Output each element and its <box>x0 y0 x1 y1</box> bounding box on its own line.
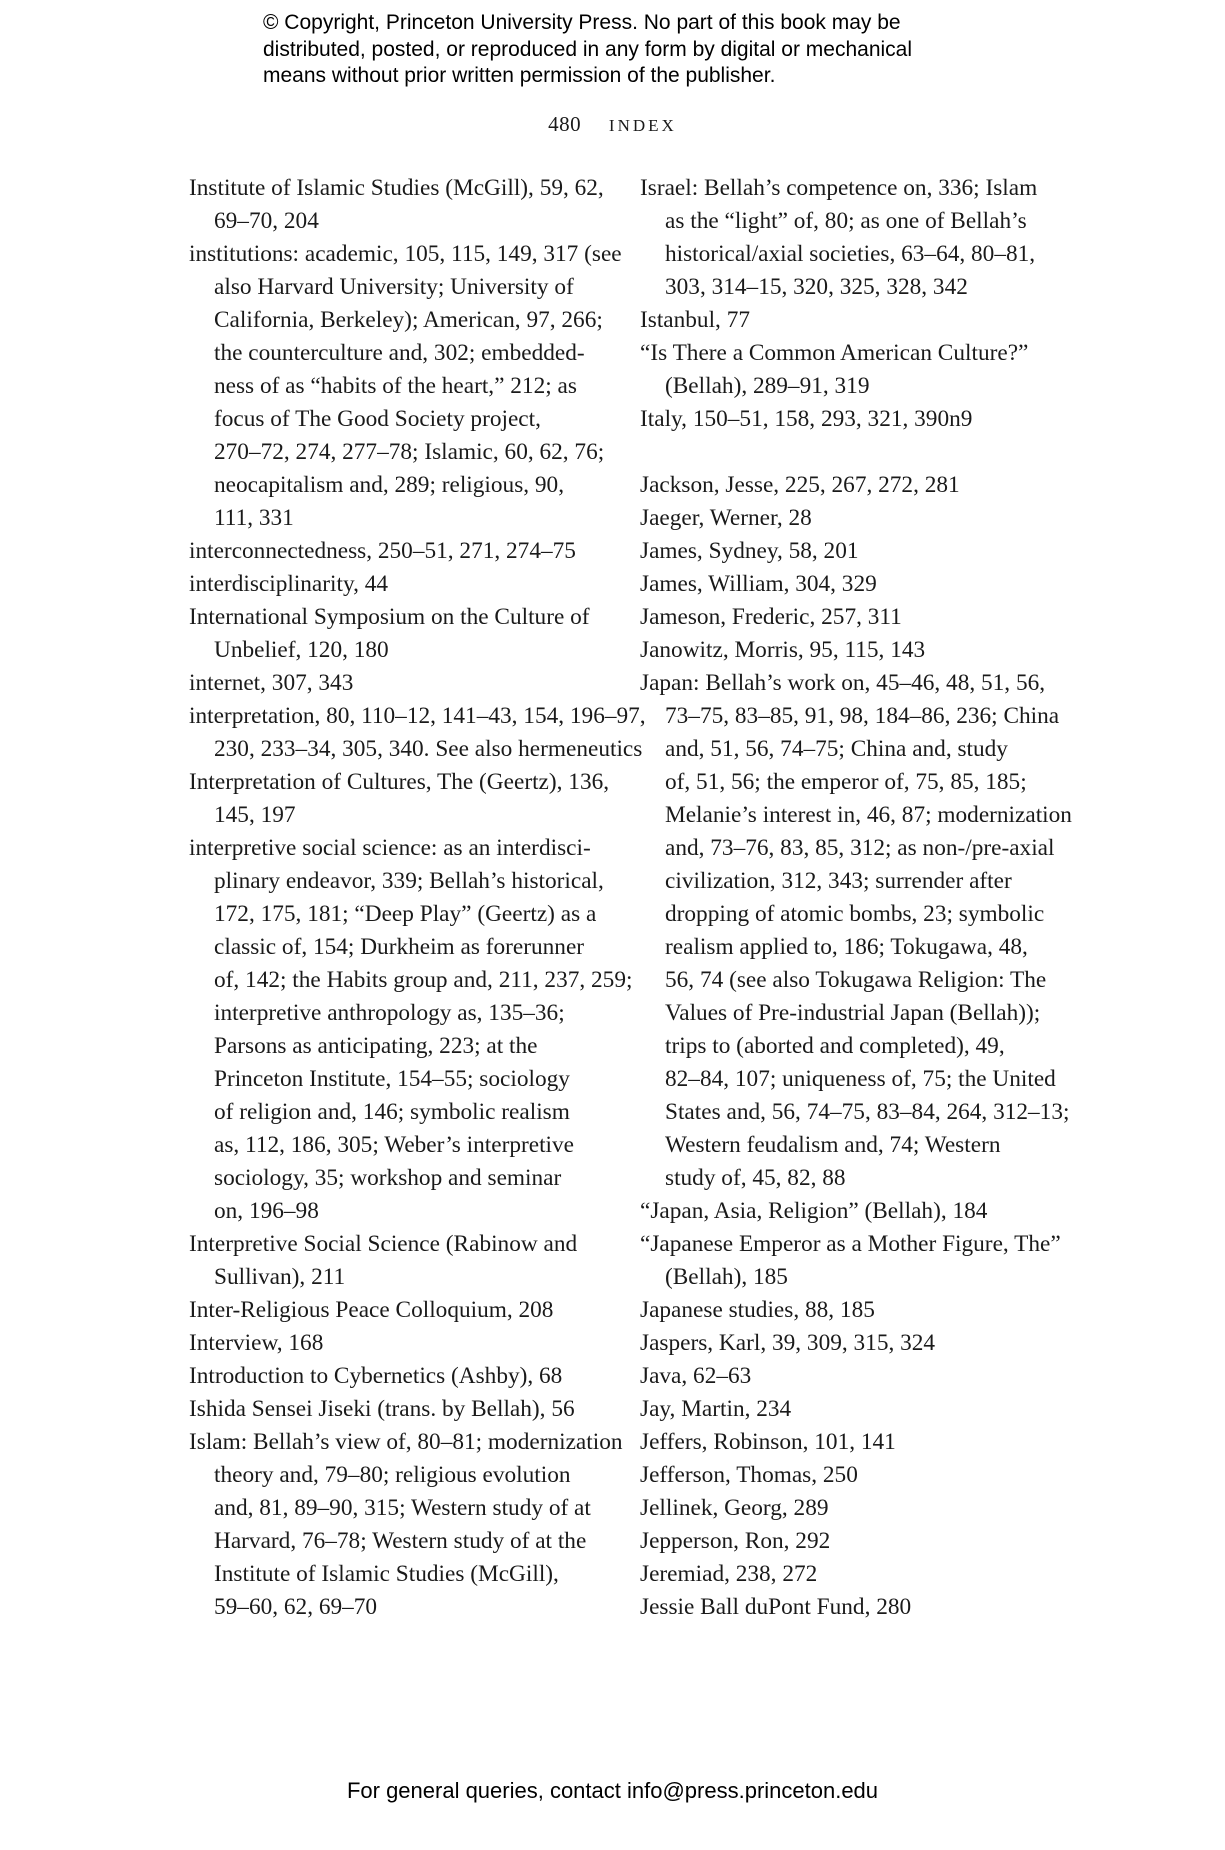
index-entry-line: Jellinek, Georg, 289 <box>640 1495 829 1521</box>
index-entry-continuation: interpretive anthropology as, 135–36; <box>214 1000 565 1026</box>
index-entry <box>189 700 646 766</box>
index-entry-continuation: of, 142; the Habits group and, 211, 237, 259; <box>214 967 633 993</box>
index-entry-line: “Japanese Emperor as a Mother Figure, The” <box>640 1231 1061 1257</box>
index-entry-continuation: Institute of Islamic Studies (McGill), <box>214 1561 559 1587</box>
index-entry <box>640 337 1060 403</box>
index-entry-line: “Is There a Common American Culture?” <box>640 340 1029 366</box>
index-entry <box>640 1492 1060 1525</box>
index-entry-continuation: 270–72, 274, 277–78; Islamic, 60, 62, 76; <box>214 439 605 465</box>
index-entry-line: Jaspers, Karl, 39, 309, 315, 324 <box>640 1330 936 1356</box>
index-entry-continuation: plinary endeavor, 339; Bellah’s historical, <box>214 868 604 894</box>
copyright-notice <box>263 10 1023 90</box>
copyright-line: means without prior written permission of the publisher. <box>263 64 776 87</box>
page-number: 480 <box>548 112 582 136</box>
index-entry-line: interpretive social science: as an interdisci- <box>189 835 591 861</box>
index-entry-line: Islam: Bellah’s view of, 80–81; modernization <box>189 1429 623 1455</box>
index-entry <box>189 535 609 568</box>
index-entry-continuation: focus of The Good Society project, <box>214 406 541 432</box>
index-entry <box>189 1294 609 1327</box>
index-entry-line: James, Sydney, 58, 201 <box>640 538 859 564</box>
index-entry <box>189 601 609 667</box>
index-entry-line: Java, 62–63 <box>640 1363 752 1389</box>
index-entry-continuation: as, 112, 186, 305; Weber’s interpretive <box>214 1132 575 1158</box>
index-entry <box>189 1393 609 1426</box>
index-entry <box>189 1360 609 1393</box>
index-entry-line: institutions: academic, 105, 115, 149, 317 (see <box>189 241 622 267</box>
index-entry-continuation: of, 51, 56; the emperor of, 75, 85, 185; <box>665 769 1027 795</box>
index-entry-continuation: Values of Pre-industrial Japan (Bellah)); <box>665 1000 1041 1026</box>
index-entry-continuation: as the “light” of, 80; as one of Bellah’s <box>665 208 1027 234</box>
index-entry-line: internet, 307, 343 <box>189 670 354 696</box>
index-entry <box>189 667 609 700</box>
index-entry-line: Israel: Bellah’s competence on, 336; Islam <box>640 175 1038 201</box>
index-entry-continuation: neocapitalism and, 289; religious, 90, <box>214 472 565 498</box>
index-entry-line: Ishida Sensei Jiseki (trans. by Bellah), 56 <box>189 1396 575 1422</box>
index-entry-line: Jeffers, Robinson, 101, 141 <box>640 1429 896 1455</box>
index-entry-line: Inter-Religious Peace Colloquium, 208 <box>189 1297 554 1323</box>
index-entry-continuation: historical/axial societies, 63–64, 80–81, <box>665 241 1036 267</box>
index-entry-continuation: also Harvard University; University of <box>214 274 574 300</box>
index-entry-continuation: Melanie’s interest in, 46, 87; modernization <box>665 802 1072 828</box>
index-entry-continuation: 145, 197 <box>214 802 296 828</box>
index-entry-line: Jameson, Frederic, 257, 311 <box>640 604 902 630</box>
index-entry-continuation: theory and, 79–80; religious evolution <box>214 1462 571 1488</box>
index-entry-continuation: (Bellah), 289–91, 319 <box>665 373 870 399</box>
copyright-line: © Copyright, Princeton University Press. No part of this book may be <box>263 11 901 34</box>
index-entry <box>640 469 1060 502</box>
index-entry-continuation: California, Berkeley); American, 97, 266; <box>214 307 603 333</box>
index-entry-continuation: civilization, 312, 343; surrender after <box>665 868 1012 894</box>
index-entry-line: Jaeger, Werner, 28 <box>640 505 812 531</box>
index-entry-continuation: 172, 175, 181; “Deep Play” (Geertz) as a <box>214 901 597 927</box>
index-entry-line: Interpretive Social Science (Rabinow and <box>189 1231 578 1257</box>
index-entry-continuation: Parsons as anticipating, 223; at the <box>214 1033 538 1059</box>
index-entry <box>640 667 1072 1195</box>
index-entry-line: Istanbul, 77 <box>640 307 751 333</box>
index-entry-continuation: of religion and, 146; symbolic realism <box>214 1099 570 1125</box>
index-entry-continuation: dropping of atomic bombs, 23; symbolic <box>665 901 1045 927</box>
index-entry <box>640 1525 1060 1558</box>
index-entry <box>640 1591 1060 1624</box>
index-entry <box>189 1228 609 1294</box>
index-entry-line: “Japan, Asia, Religion” (Bellah), 184 <box>640 1198 988 1224</box>
index-entry-continuation: 303, 314–15, 320, 325, 328, 342 <box>665 274 968 300</box>
index-entry <box>640 172 1060 304</box>
index-entry-continuation: trips to (aborted and completed), 49, <box>665 1033 1005 1059</box>
section-title: INDEX <box>608 116 677 135</box>
index-entry <box>189 238 622 535</box>
index-entry <box>189 1327 609 1360</box>
copyright-line: distributed, posted, or reproduced in any form by digital or mechanical <box>263 37 913 61</box>
index-entry-line: interdisciplinarity, 44 <box>189 571 389 597</box>
index-entry <box>640 601 1060 634</box>
index-entry-continuation: and, 73–76, 83, 85, 312; as non-/pre-axial <box>665 835 1055 861</box>
index-entry <box>640 634 1060 667</box>
index-entry-continuation: on, 196–98 <box>214 1198 319 1224</box>
index-entry <box>189 568 609 601</box>
index-entry-line: Institute of Islamic Studies (McGill), 59, 62, <box>189 175 604 201</box>
index-entry-continuation: Harvard, 76–78; Western study of at the <box>214 1528 587 1554</box>
index-entry <box>640 1426 1060 1459</box>
index-entry-line: International Symposium on the Culture of <box>189 604 590 630</box>
index-entry-continuation: 59–60, 62, 69–70 <box>214 1594 378 1620</box>
index-entry <box>189 1426 623 1624</box>
index-entry-line: Jessie Ball duPont Fund, 280 <box>640 1594 912 1620</box>
index-entry-continuation: study of, 45, 82, 88 <box>665 1165 846 1191</box>
footer-contact: For general queries, contact info@press.princeton.edu <box>346 1778 879 1803</box>
index-entry-continuation: Western feudalism and, 74; Western <box>665 1132 1001 1158</box>
index-entry-continuation: ness of as “habits of the heart,” 212; as <box>214 373 577 399</box>
index-entry-line: Jackson, Jesse, 225, 267, 272, 281 <box>640 472 960 498</box>
letter-group-gap <box>640 436 1060 469</box>
index-entry-continuation: the counterculture and, 302; embedded- <box>214 340 585 366</box>
index-entry <box>640 1327 1060 1360</box>
index-entry-continuation: sociology, 35; workshop and seminar <box>214 1165 562 1191</box>
index-entry-continuation: Princeton Institute, 154–55; sociology <box>214 1066 570 1092</box>
index-entry-line: interpretation, 80, 110–12, 141–43, 154, 196–97, <box>189 703 646 729</box>
index-entry-continuation: Sullivan), 211 <box>214 1264 346 1290</box>
index-entry <box>640 502 1060 535</box>
index-entry-continuation: 82–84, 107; uniqueness of, 75; the United <box>665 1066 1056 1092</box>
index-entry <box>640 535 1060 568</box>
index-entry <box>640 568 1060 601</box>
index-entry-continuation: 230, 233–34, 305, 340. See also hermeneutics <box>214 736 643 762</box>
index-entry-continuation: 56, 74 (see also Tokugawa Religion: The <box>665 967 1047 993</box>
index-entry-line: Italy, 150–51, 158, 293, 321, 390n9 <box>640 406 973 432</box>
index-entry-line: Jepperson, Ron, 292 <box>640 1528 831 1554</box>
index-entry <box>640 1393 1060 1426</box>
index-entry-continuation: 73–75, 83–85, 91, 98, 184–86, 236; China <box>665 703 1060 729</box>
index-column-right <box>640 172 1072 1624</box>
index-entry <box>640 1294 1060 1327</box>
index-entry-continuation: classic of, 154; Durkheim as forerunner <box>214 934 585 960</box>
index-entry <box>640 1195 1060 1228</box>
index-entry <box>640 403 1060 436</box>
index-entry <box>640 304 1060 337</box>
index-entry-continuation: 111, 331 <box>214 505 294 531</box>
index-entry-line: Interview, 168 <box>189 1330 324 1356</box>
index-entry-line: Jay, Martin, 234 <box>640 1396 792 1422</box>
index-entry-line: Janowitz, Morris, 95, 115, 143 <box>640 637 926 663</box>
index-entry <box>640 1360 1060 1393</box>
index-entry-continuation: States and, 56, 74–75, 83–84, 264, 312–13; <box>665 1099 1070 1125</box>
index-entry-line: James, William, 304, 329 <box>640 571 877 597</box>
index-entry-line: interconnectedness, 250–51, 271, 274–75 <box>189 538 576 564</box>
index-entry-line: Introduction to Cybernetics (Ashby), 68 <box>189 1363 563 1389</box>
index-entry-line: Jefferson, Thomas, 250 <box>640 1462 858 1488</box>
index-entry <box>640 1459 1060 1492</box>
index-column-left <box>189 172 646 1624</box>
index-entry-continuation: and, 81, 89–90, 315; Western study of at <box>214 1495 591 1521</box>
index-entry-continuation: (Bellah), 185 <box>665 1264 788 1290</box>
index-entry <box>640 1228 1060 1294</box>
index-entry-continuation: Unbelief, 120, 180 <box>214 637 389 663</box>
index-entry-continuation: realism applied to, 186; Tokugawa, 48, <box>665 934 1028 960</box>
index-entry-line: Interpretation of Cultures, The (Geertz), 136, <box>189 769 610 795</box>
index-entry-continuation: 69–70, 204 <box>214 208 319 234</box>
index-entry <box>640 1558 1060 1591</box>
index-entry-line: Jeremiad, 238, 272 <box>640 1561 818 1587</box>
index-entry-continuation: and, 51, 56, 74–75; China and, study <box>665 736 1008 762</box>
index-entry <box>189 172 609 238</box>
running-header <box>0 112 1225 137</box>
index-entry <box>189 766 609 832</box>
index-entry <box>189 832 633 1228</box>
index-entry-line: Japan: Bellah’s work on, 45–46, 48, 51, 56, <box>640 670 1046 696</box>
index-entry-line: Japanese studies, 88, 185 <box>640 1297 875 1323</box>
